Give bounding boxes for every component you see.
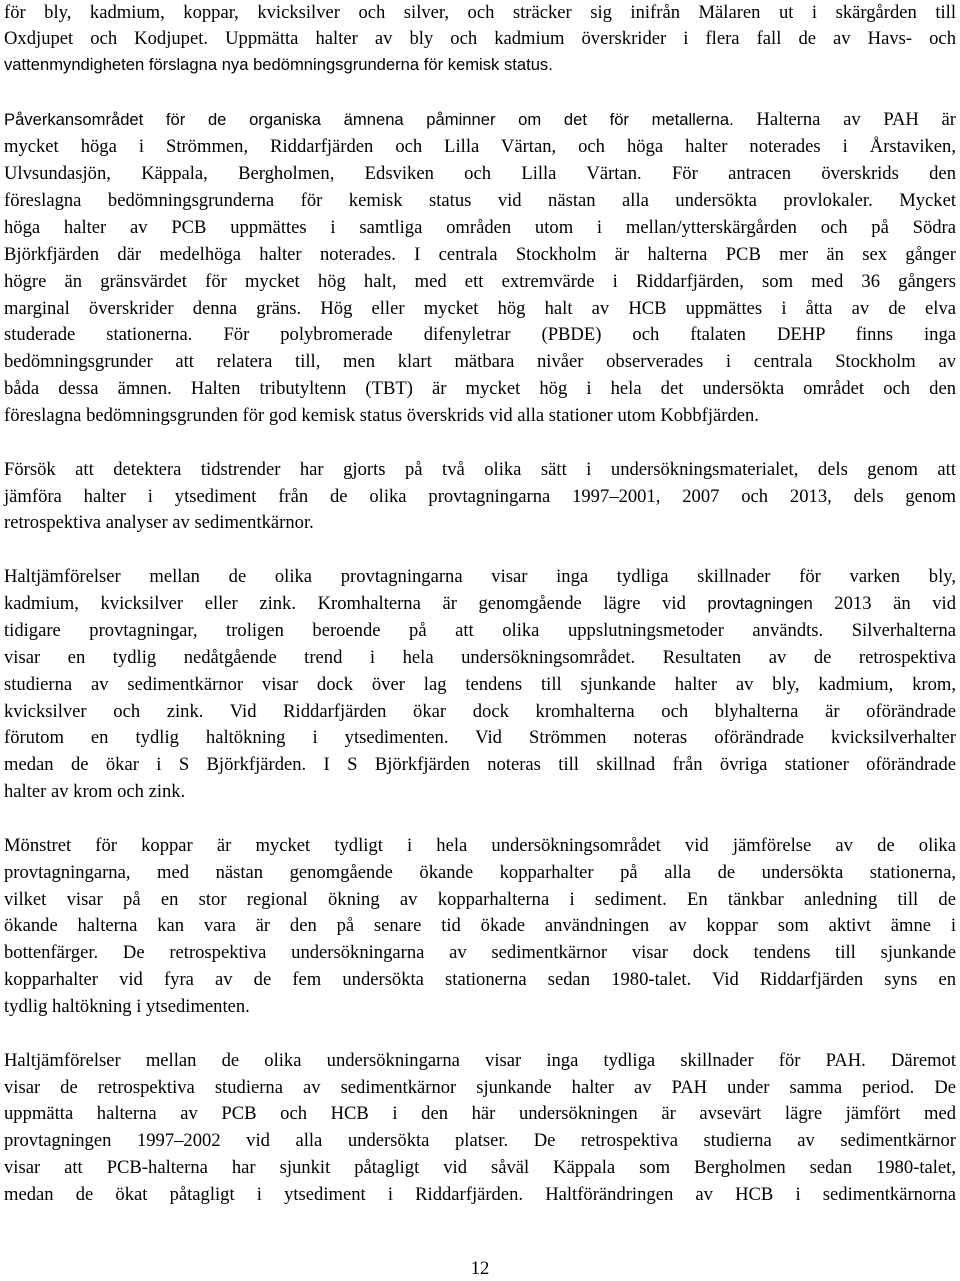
text-line: mycket höga i Strömmen, Riddarfjärden och Lilla Värtan, och höga halter noterades i Årstaviken, — [4, 136, 956, 157]
text-line: förutom en tydlig haltökning i ytsedimenten. Vid Strömmen noteras oförändrade kvicksilverhalter — [4, 727, 956, 748]
text-line: kopparhalter vid fyra av de fem undersökta stationerna sedan 1980-talet. Vid Riddarfjärden syns en — [4, 969, 956, 990]
text-line: jämföra halter i ytsediment från de olika provtagningarna 1997–2001, 2007 och 2013, dels genom — [4, 486, 956, 507]
text-line: föreslagna bedömningsgrunden för god kemisk status överskrids vid alla stationer utom Kobbfjärden. — [4, 405, 759, 426]
text-line: Ulvsundasjön, Käppala, Bergholmen, Edsviken och Lilla Värtan. För antracen överskrids den — [4, 163, 956, 184]
text-line: visar de retrospektiva studierna av sedimentkärnor sjunkande halter av PAH under samma period. De — [4, 1077, 956, 1098]
text-span: Påverkansområdet för de organiska ämnena påminner om det för metallerna. — [4, 110, 734, 129]
text-line: medan de ökat påtagligt i ytsediment i Riddarfjärden. Haltförändringen av HCB i sedimentkärnorna — [4, 1184, 956, 1205]
text-line: studierna av sedimentkärnor visar dock över lag tendens till sjunkande halter av bly, kadmium, krom, — [4, 674, 956, 695]
text-line: medan de ökar i S Björkfjärden. I S Björkfjärden noteras till skillnad från övriga stationer oförändrade — [4, 754, 956, 775]
text-line: Oxdjupet och Kodjupet. Uppmätta halter av bly och kadmium överskrider i flera fall de av Havs- och — [4, 28, 956, 49]
text-line — [4, 107, 956, 133]
text-line: Mönstret för koppar är mycket tydligt i hela undersökningsområdet vid jämförelse av de olika — [4, 835, 956, 856]
text-line: bottenfärger. De retrospektiva undersökningarna av sedimentkärnor visar dock tendens till sjunkande — [4, 942, 956, 963]
text-span: kadmium, kvicksilver eller zink. Kromhalterna är genomgående lägre vid — [4, 593, 686, 614]
text-line: visar att PCB-halterna har sjunkit påtagligt vid såväl Käppala som Bergholmen sedan 1980-talet, — [4, 1157, 956, 1178]
text-line: för bly, kadmium, koppar, kvicksilver och silver, och sträcker sig inifrån Mälaren ut i skärgården till — [4, 2, 956, 23]
text-line: retrospektiva analyser av sedimentkärnor. — [4, 512, 314, 533]
text-span: 2013 än vid — [834, 593, 956, 614]
text-line: kvicksilver och zink. Vid Riddarfjärden ökar dock kromhalterna och blyhalterna är oförändrade — [4, 701, 956, 722]
text-line: båda dessa ämnen. Halten tributyltenn (TBT) är mycket hög i hela det undersökta området och den — [4, 378, 956, 399]
text-line: Haltjämförelser mellan de olika provtagningarna visar inga tydliga skillnader för varken bly, — [4, 566, 956, 587]
text-line: ökande halterna kan vara är den på senare tid ökade användningen av koppar som aktivt ämne i — [4, 915, 956, 936]
text-line: Björkfjärden där medelhöga halter noterades. I centrala Stockholm är halterna PCB mer än sex gånger — [4, 244, 956, 265]
text-line: högre än gränsvärdet för mycket hög halt, med ett extremvärde i Riddarfjärden, som med 36 gångers — [4, 271, 956, 292]
text-line: föreslagna bedömningsgrunderna för kemisk status vid nästan alla undersökta provlokaler. Mycket — [4, 190, 956, 211]
text-line: marginal överskrider denna gräns. Hög eller mycket hög halt av HCB uppmättes i åtta av de elva — [4, 298, 956, 319]
page-number: 12 — [470, 1258, 490, 1279]
text-line: studerade stationerna. För polybromerade difenyletrar (PBDE) och ftalaten DEHP finns inga — [4, 324, 956, 345]
text-line: Försök att detektera tidstrender har gjorts på två olika sätt i undersökningsmaterialet, dels genom att — [4, 459, 956, 480]
text-line — [4, 591, 956, 617]
text-span: vattenmyndigheten förslagna nya bedömningsgrunderna för kemisk status. — [4, 55, 553, 74]
text-span: Halterna av PAH är — [756, 109, 956, 130]
text-line: bedömningsgrunder att relatera till, men klart mätbara nivåer observerades i centrala Stockholm av — [4, 351, 956, 372]
text-line: tidigare provtagningar, troligen beroende på att olika uppslutningsmetoder användts. Silverhalterna — [4, 620, 956, 641]
text-line: visar en tydlig nedåtgående trend i hela undersökningsområdet. Resultaten av de retrospektiva — [4, 647, 956, 668]
text-line — [4, 52, 956, 78]
text-line: provtagningen 1997–2002 vid alla undersökta platser. De retrospektiva studierna av sedimentkärnor — [4, 1130, 956, 1151]
text-line: uppmätta halterna av PCB och HCB i den här undersökningen är avsevärt lägre jämfört med — [4, 1103, 956, 1124]
text-line: halter av krom och zink. — [4, 781, 186, 802]
text-line: höga halter av PCB uppmättes i samtliga områden utom i mellan/ytterskärgården och på Södra — [4, 217, 956, 238]
text-span: provtagningen — [707, 594, 813, 613]
text-line: tydlig haltökning i ytsedimenten. — [4, 996, 250, 1017]
text-line: provtagningarna, med nästan genomgående ökande kopparhalter på alla de undersökta stationerna, — [4, 862, 956, 883]
text-line: vilket visar på en stor regional ökning av kopparhalterna i sediment. En tänkbar anledning till de — [4, 889, 956, 910]
text-line: Haltjämförelser mellan de olika undersökningarna visar inga tydliga skillnader för PAH. Däremot — [4, 1050, 956, 1071]
